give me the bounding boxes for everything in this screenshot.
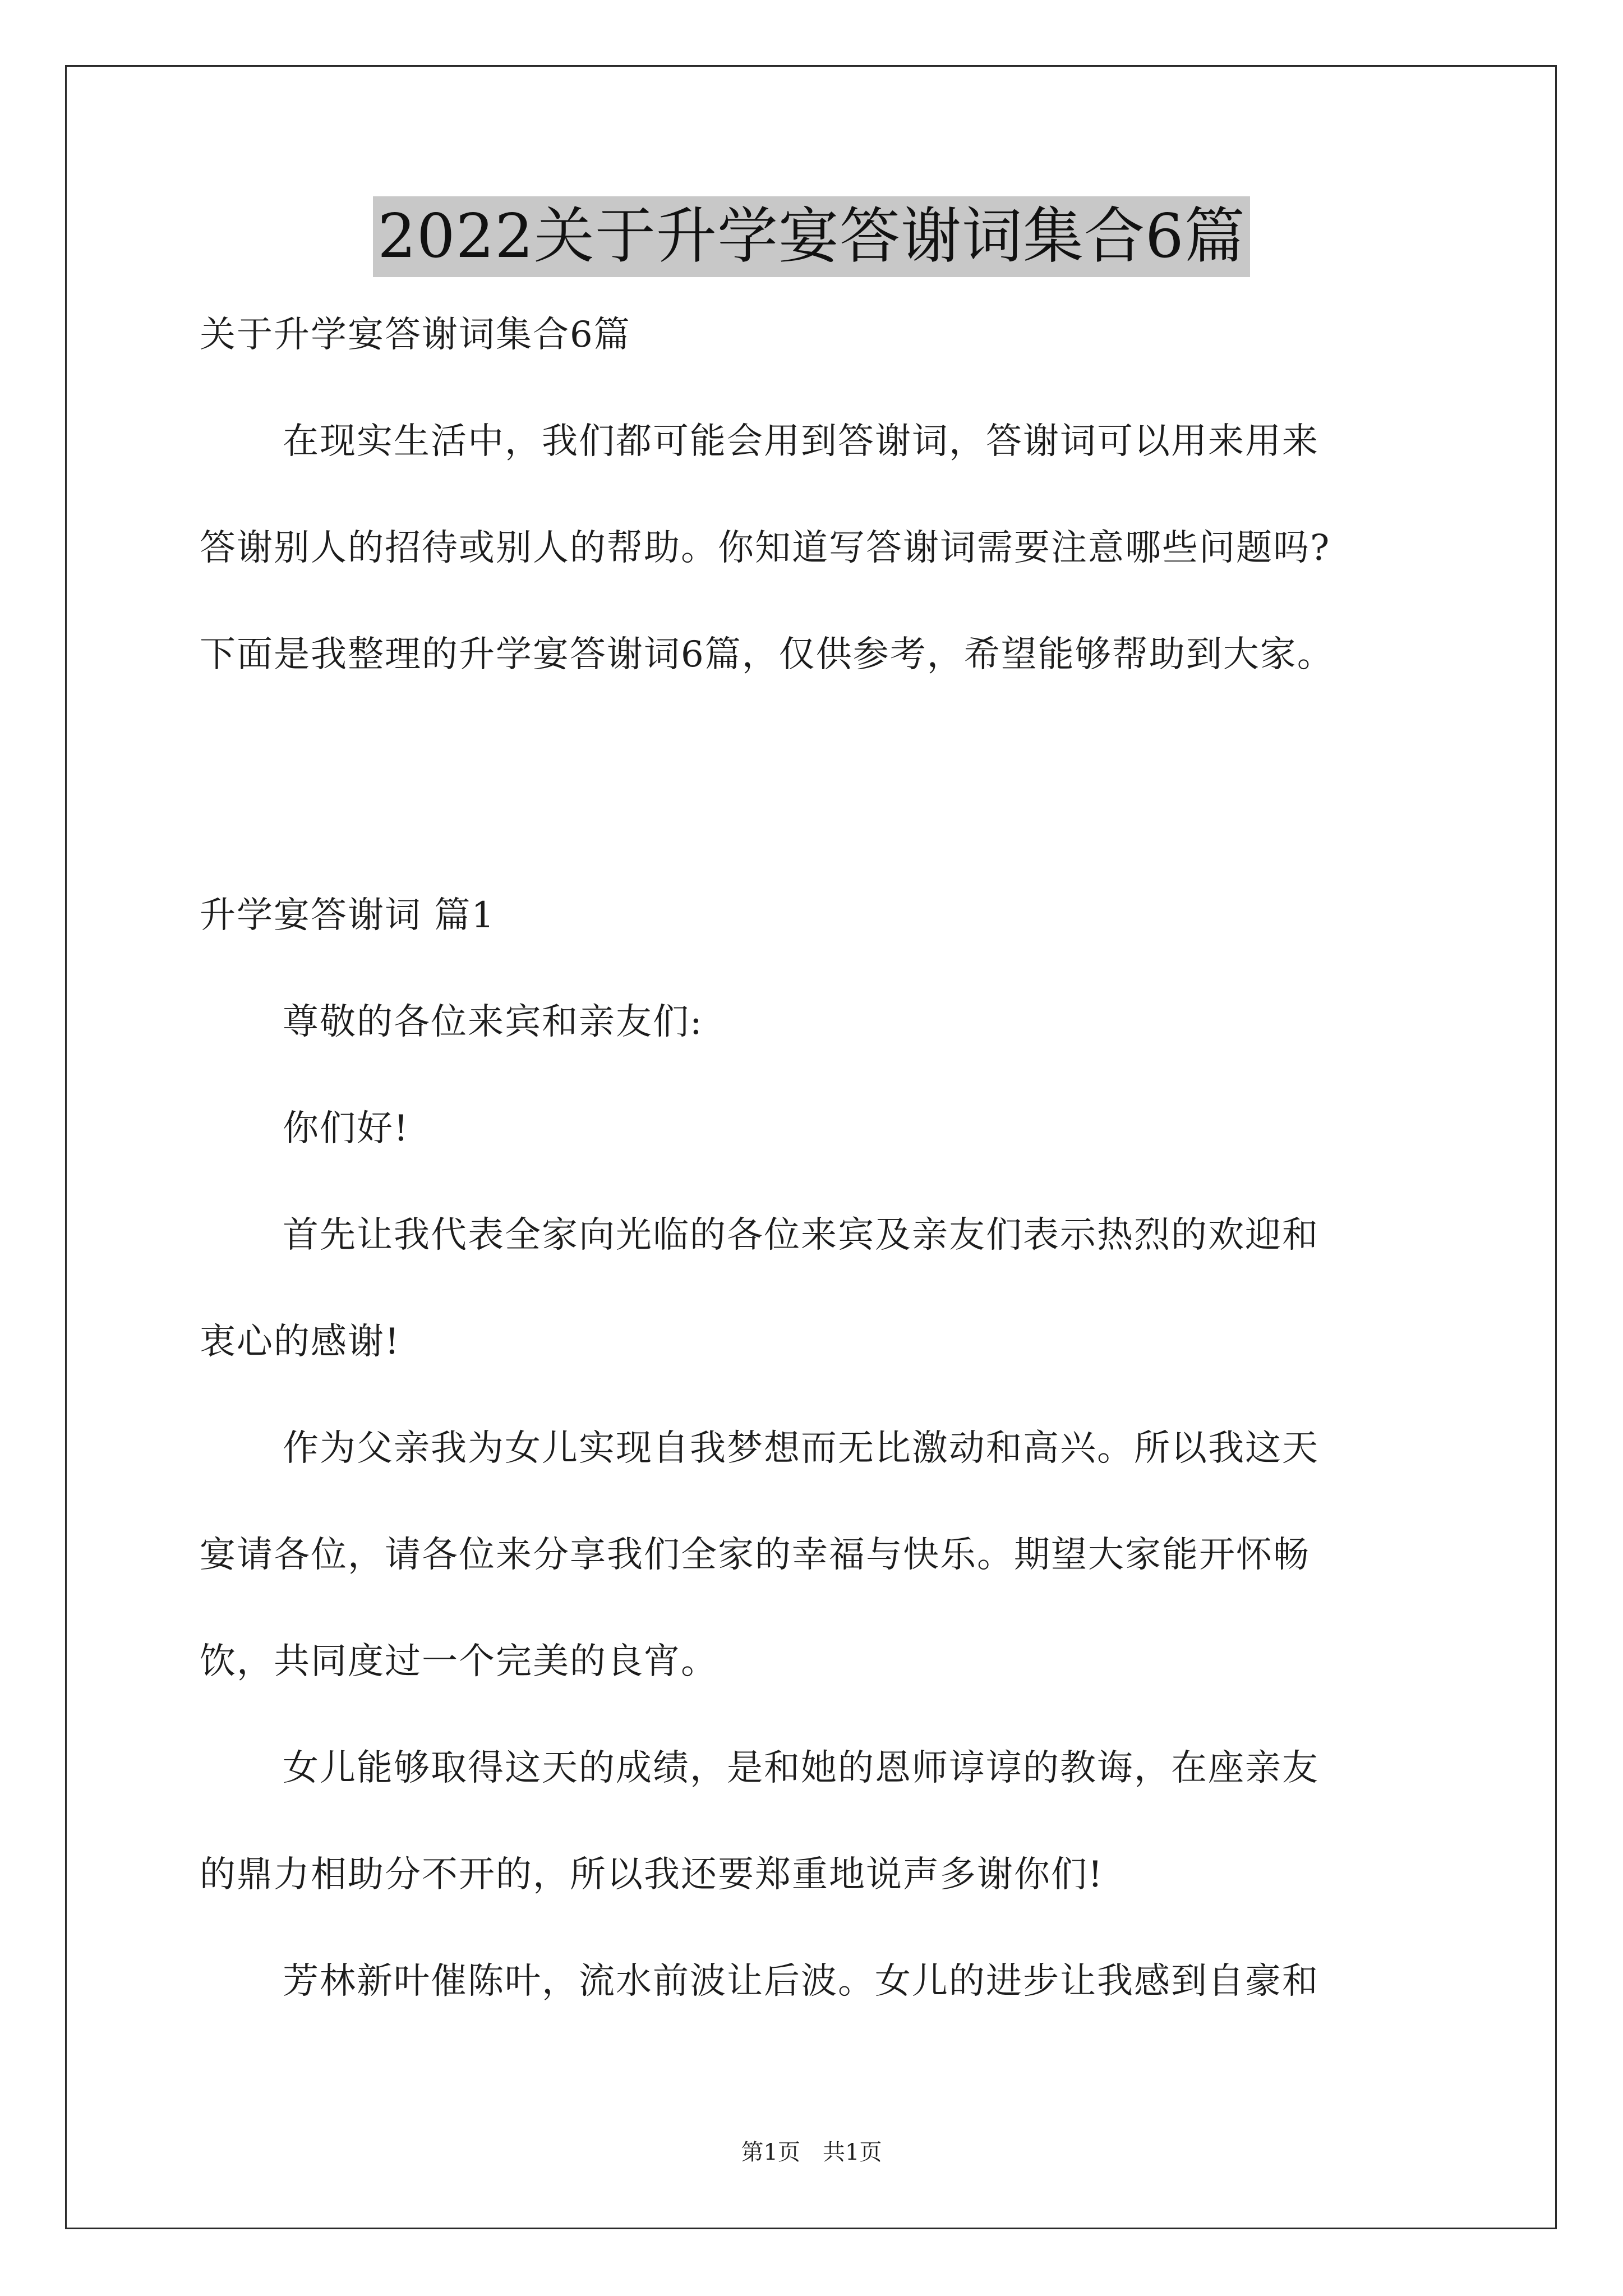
- paragraph-line: 衷心的感谢!: [200, 1321, 400, 1363]
- paragraph-line: 的鼎力相助分不开的，所以我还要郑重地说声多谢你们!: [200, 1854, 1104, 1895]
- paragraph-line: 尊敬的各位来宾和亲友们:: [283, 1001, 703, 1043]
- paragraph-line: 女儿能够取得这天的成绩，是和她的恩师谆谆的教诲，在座亲友: [283, 1747, 1319, 1789]
- title-container: [0, 196, 1623, 277]
- document-title: 2022关于升学宴答谢词集合6篇: [373, 196, 1250, 277]
- paragraph-line: 饮，共同度过一个完美的良宵。: [200, 1641, 718, 1682]
- subtitle: 关于升学宴答谢词集合6篇: [200, 314, 631, 356]
- intro-line: 在现实生活中，我们都可能会用到答谢词，答谢词可以用来用来: [283, 421, 1319, 462]
- paragraph-line: 宴请各位，请各位来分享我们全家的幸福与快乐。期望大家能开怀畅: [200, 1534, 1310, 1576]
- intro-line: 下面是我整理的升学宴答谢词6篇，仅供参考，希望能够帮助到大家。: [200, 634, 1334, 675]
- intro-line: 答谢别人的招待或别人的帮助。你知道写答谢词需要注意哪些问题吗?: [200, 527, 1331, 569]
- paragraph-line: 作为父亲我为女儿实现自我梦想而无比激动和高兴。所以我这天: [283, 1428, 1319, 1469]
- section-heading: 升学宴答谢词 篇1: [200, 895, 496, 936]
- paragraph-line: 首先让我代表全家向光临的各位来宾及亲友们表示热烈的欢迎和: [283, 1214, 1319, 1256]
- paragraph-line: 你们好!: [283, 1108, 409, 1149]
- page-footer: 第1页 共1页: [741, 2139, 882, 2165]
- paragraph-line: 芳林新叶催陈叶，流水前波让后波。女儿的进步让我感到自豪和: [283, 1961, 1319, 2002]
